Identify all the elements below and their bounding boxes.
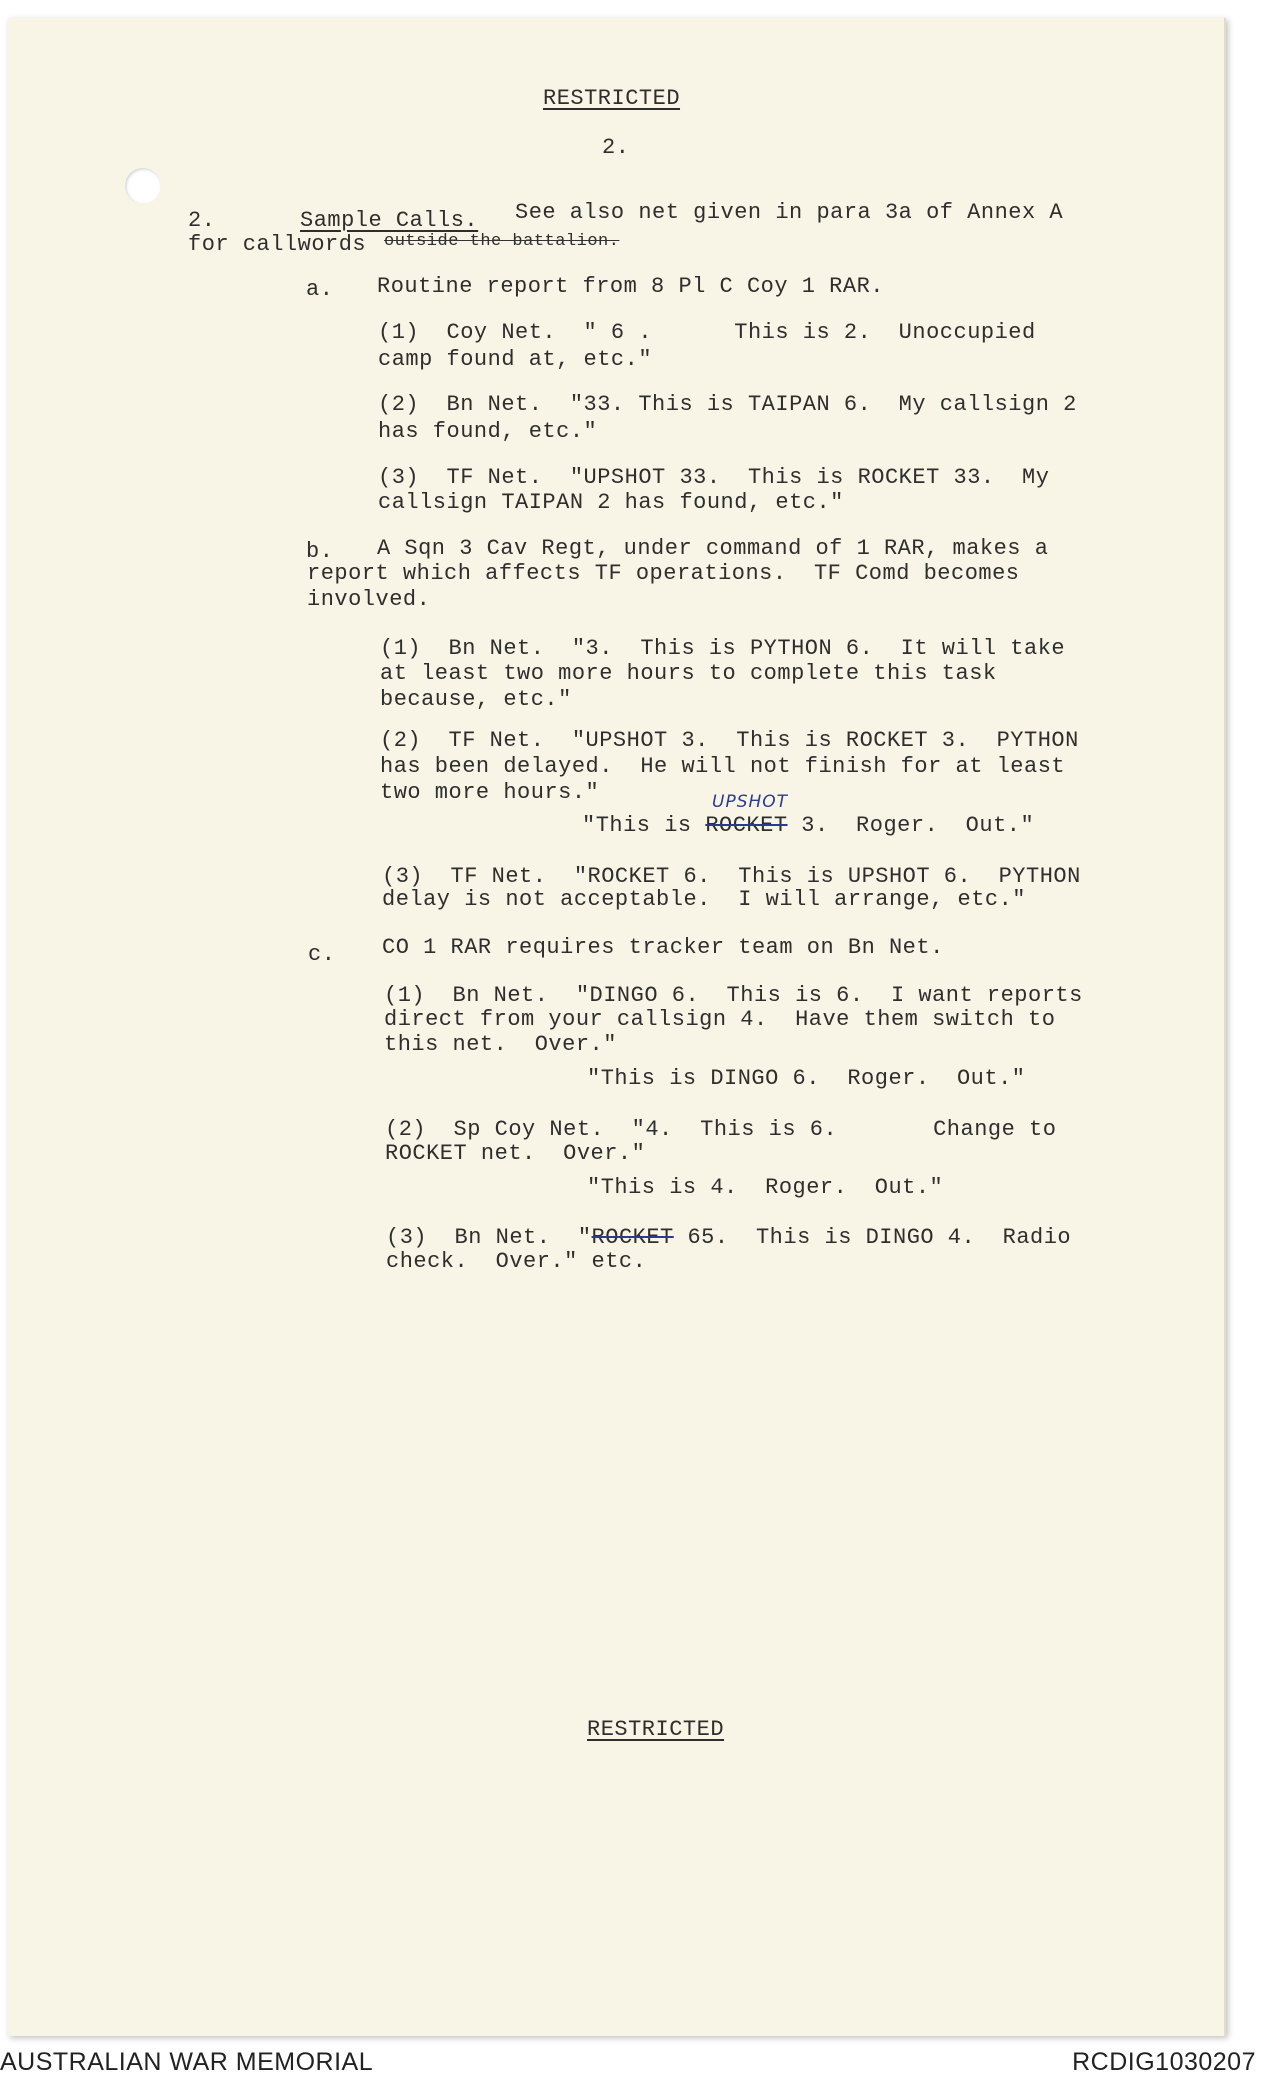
para-text-line2: for callwords [188, 232, 367, 257]
subpara-b-label: b. [306, 539, 334, 564]
b1-line3: because, etc." [380, 687, 572, 712]
b3-line2: delay is not acceptable. I will arrange, etc." [382, 887, 1027, 912]
classification-footer: RESTRICTED [587, 1717, 725, 1742]
b1-line2: at least two more hours to complete this task [380, 661, 997, 686]
b3-line1: (3) TF Net. "ROCKET 6. This is UPSHOT 6. PYTHON [382, 864, 1081, 889]
subpara-c-title: CO 1 RAR requires tracker team on Bn Net. [382, 935, 944, 960]
struck-callword: ROCKET [591, 1225, 674, 1250]
subpara-a-title: Routine report from 8 Pl C Coy 1 RAR. [377, 274, 884, 299]
subpara-a-label: a. [306, 277, 334, 302]
c1-line3: this net. Over." [384, 1032, 617, 1057]
typed-over-text: outside the battalion. [384, 232, 620, 251]
c2-reply: "This is 4. Roger. Out." [587, 1175, 944, 1200]
punch-hole [125, 168, 161, 204]
b2-line2: has been delayed. He will not finish for at least [380, 754, 1066, 779]
a1-line2: camp found at, etc." [378, 347, 653, 372]
classification-header: RESTRICTED [543, 86, 681, 111]
b1-line1: (1) Bn Net. "3. This is PYTHON 6. It will take [380, 636, 1066, 661]
archive-institution: AUSTRALIAN WAR MEMORIAL [0, 2048, 374, 2076]
b2-reply: "This is ROCKET 3. Roger. Out." [582, 813, 1035, 838]
c1-line1: (1) Bn Net. "DINGO 6. This is 6. I want reports [384, 983, 1083, 1008]
c3-line2: check. Over." etc. [386, 1249, 647, 1274]
archive-item-id: RCDIG1030207 [1072, 2048, 1256, 2076]
struck-callword: ROCKET [705, 813, 788, 838]
page-number: 2. [602, 135, 630, 160]
a2-line1: (2) Bn Net. "33. This is TAIPAN 6. My callsign 2 [378, 392, 1077, 417]
subpara-c-label: c. [308, 942, 336, 967]
c1-reply: "This is DINGO 6. Roger. Out." [587, 1066, 1026, 1091]
a2-line2: has found, etc." [378, 419, 598, 444]
para-text-line1: See also net given in para 3a of Annex A [515, 200, 1064, 225]
c3-line1: (3) Bn Net. "ROCKET 65. This is DINGO 4. Radio [386, 1225, 1072, 1250]
c2-line2: ROCKET net. Over." [385, 1141, 646, 1166]
handwritten-correction: UPSHOT [712, 792, 789, 812]
b2-line3: two more hours." [380, 780, 600, 805]
b2-line1: (2) TF Net. "UPSHOT 3. This is ROCKET 3. PYTHON [380, 728, 1079, 753]
subpara-b-line1: A Sqn 3 Cav Regt, under command of 1 RAR, makes a [377, 536, 1049, 561]
c1-line2: direct from your callsign 4. Have them switch to [384, 1007, 1056, 1032]
a1-line1: (1) Coy Net. " 6 . This is 2. Unoccupied [378, 320, 1036, 345]
para-heading: Sample Calls. [300, 208, 479, 233]
subpara-b-line2: report which affects TF operations. TF Comd becomes [307, 561, 1020, 586]
subpara-b-line3: involved. [307, 587, 431, 612]
para-number: 2. [188, 208, 216, 233]
c2-line1: (2) Sp Coy Net. "4. This is 6. Change to [385, 1117, 1057, 1142]
a3-line2: callsign TAIPAN 2 has found, etc." [378, 490, 844, 515]
a3-line1: (3) TF Net. "UPSHOT 33. This is ROCKET 33. My [378, 465, 1050, 490]
